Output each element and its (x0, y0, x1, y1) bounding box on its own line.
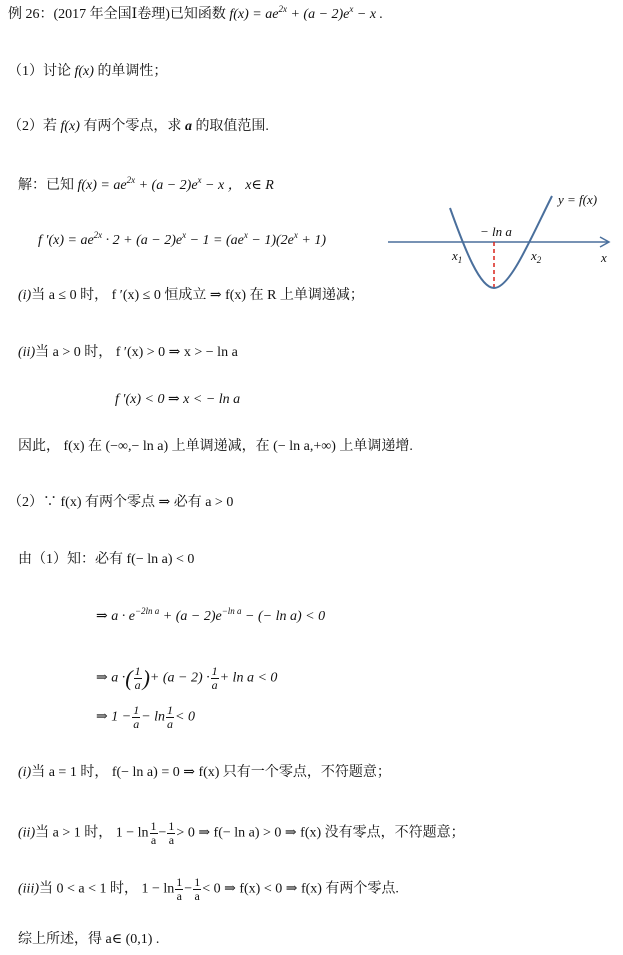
case-i: (i)当 a ≤ 0 时， f ′(x) ≤ 0 恒成立 ⇒ f(x) 在 R 上单调递减； (18, 288, 364, 303)
vertex-label: − ln a (480, 224, 512, 239)
question-2: （2）若 f(x) 有两个零点，求 a 的取值范围. (8, 119, 269, 134)
case-ii-decreasing: f ′(x) < 0 ⇒ x < − ln a (115, 392, 241, 407)
curve-label: y = f(x) (558, 192, 598, 207)
step-2: ⇒ a ·( $\frac{1}{a}$ )+ (a − 2) · $\frac{1}{a}$ + ln a < 0 (96, 664, 278, 692)
function-graph (380, 180, 623, 300)
part-2-condition: 由（1）知：必有 f(− ln a) < 0 (18, 552, 195, 567)
case-ii: (ii)当 a > 0 时， f ′(x) > 0 ⇒ x > − ln a (18, 345, 238, 360)
axis-label: x (601, 250, 607, 265)
problem-label: 例 26：(2017 年全国Ⅰ卷理)已知函数 (8, 7, 230, 22)
x2-label: $x_2$ (531, 248, 542, 265)
derivative-line: f $'(x) = ae^{2x} \cdot 2 + (a - 2)e^x - 1 = (ae^x - 1)(2e^x + 1)$ (38, 230, 326, 248)
part-2-start: （2）∵ f(x) 有两个零点 ⇒ 必有 a > 0 (8, 495, 234, 510)
subcase-a-between-0-1: (iii)当 0 < a < 1 时， 1 − ln $\frac{1}{a}$ − $\frac{1}{a}$ < 0 ⇒ f(x) < 0 ⇒ f(x) 有两个零点. (18, 875, 399, 903)
step-1: ⇒ $a \cdot e^{-2ln a} + (a - 2)e^{-ln a}$ − (− ln a) < 0 (96, 606, 326, 624)
solution-line-1: 解：已知 $f(x) = ae^{2x} + (a - 2)e^x - x$ ， x∈ R (18, 175, 274, 193)
problem-statement (8, 6, 383, 24)
subcase-a-greater-1: (ii)当 a > 1 时， 1 − ln $\frac{1}{a}$ − $\frac{1}{a}$ > 0 ⇒ f(− ln a) > 0 ⇒ f(x) 没有零点，不符题意； (18, 819, 465, 847)
x1-label: $x_1$ (452, 248, 463, 265)
subcase-a-equals-1: (i)当 a = 1 时， f(− ln a) = 0 ⇒ f(x) 只有一个零点，不符题意； (18, 765, 391, 780)
question-1: （1）讨论 f(x) 的单调性； (8, 64, 168, 79)
monotonicity-conclusion: 因此， f(x) 在 (−∞,− ln a) 上单调递减，在 (− ln a,+∞) 上单调递增. (18, 439, 413, 454)
function-def: $f(x) = ae^{2x} + (a - 2)e^x - x$ . (229, 4, 384, 22)
step-3: ⇒ 1 − $\frac{1}{a}$ − ln $\frac{1}{a}$ < 0 (96, 703, 195, 731)
final-answer: 综上所述，得 a∈ (0,1) . (18, 932, 160, 947)
